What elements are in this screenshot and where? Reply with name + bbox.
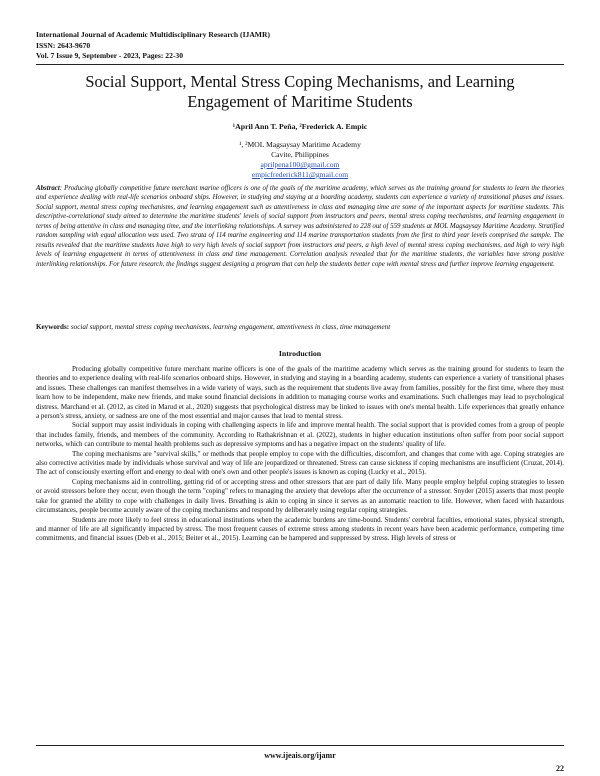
paper-title: [36, 72, 564, 112]
section-heading: Introduction: [278, 349, 322, 358]
journal-issn: ISSN: 2643-9670: [36, 40, 91, 50]
journal-name: International Journal of Academic Multidisciplinary Research (IJAMR): [36, 30, 270, 39]
keywords-text: social support, mental stress coping mechanisms, learning engagement, attentiveness in class, time management: [70, 323, 391, 331]
footer-rule: [36, 745, 564, 746]
journal-volume: Vol. 7 Issue 9, September - 2023, Pages: 22-30: [36, 51, 184, 60]
paragraph: Producing globally competitive future merchant marine officers is one of the goals of the maritime academy which serves as the training ground for students to learn the theories and to experience dealing with real-life scenarios onboard ships. However, in studying and staying in a boarding academy, students can experience a variety of transitional phases and issues. These challenges can manifest themselves in a wide variety of ways, such as the requirement that students live away from families, possibly for the first time, where they must learn how to be independent, make new friends, and make sound financial decisions in addition to managing course works and examinations. Such challenges may lead to psychological distress. Marchand et al. (2012, as cited in Marud et al., 2020) suggests that psychological distress may be linked to issues with one's mental health. Life experiences that greatly enhance a person's stress, anxiety, or sadness are one of the most essential and major causes that lead to mental stress.: [36, 365, 564, 421]
body-text: [36, 365, 564, 544]
header-rule: [36, 64, 564, 65]
abstract-text: : Producing globally competitive future merchant marine officers is one of the goals of the maritime academy, which serves as the training ground for students to learn the theories and experience dealing with real-life scenarios onboard ships. However, in studying and staying at a boarding academy, students can experience a variety of transitional phases and issues. Social support, mental stress coping mechanisms, and learning engagement such as attentiveness in class and managing time are some of the important aspects for maritime students. This descriptive-correlational study aimed to determine the maritime students' levels of social support from instructors and peers, mental stress coping mechanisms, and learning engagement in terms of being attentive in class and managing time, and the interlinking relationships. A survey was administered to 228 out of 559 students at MOL Magsaysay Maritime Academy. Stratified random sampling with equal allocation was used. Two strata of 114 marine engineering and 114 marine transportation students from the first to third year levels comprised the sample. The results revealed that the maritime students have high to very high levels of social support from instructors and peers, a high level of mental stress coping mechanisms, and high to very high levels of learning engagement in terms of attentiveness in class and time management. Correlation analysis revealed that for the maritime students, the variables have strong positive interlinking relationships. For future research, the findings suggest designing a program that can help the students better cope with mental stress and further improve learning engagement.: [36, 185, 564, 268]
footer-url[interactable]: www.ijeais.org/ijamr: [264, 751, 336, 760]
paragraph: The coping mechanisms are "survival skills," or methods that people employ to cope with the difficulties, discomfort, and changes that come with age. Coping strategies are also corrective activities made by individuals whose survival and way of life are jeopardized or threatened. Stress can cause sickness if coping mechanisms are insufficient (Cruzat, 2014). The act of consciously exerting effort and energy to deal with one's own and other people's issues is known as coping (Lucky et al., 2015).: [36, 449, 564, 477]
abstract: [36, 184, 564, 269]
title-line-2: Engagement of Maritime Students: [187, 92, 413, 111]
email-link-1[interactable]: aprilpena100@gmail.com: [260, 160, 340, 169]
journal-header: [36, 30, 270, 62]
title-line-1: Social Support, Mental Stress Coping Mechanisms, and Learning: [85, 72, 515, 91]
page-number: 22: [556, 764, 564, 773]
keywords: [36, 323, 564, 331]
paragraph: Students are more likely to feel stress in educational institutions when the academic burdens are time-bound. Students' cerebral faculties, emotional states, physical strength, and manner of life are all significantly impacted by stress. The most frequent causes of extreme stress among students in recent years have been academic performance, competing time commitments, and financial issues (Deb et al., 2015; Beiter et al., 2015). Learning can be hampered and suppressed by stress. High levels of stress or: [36, 515, 564, 543]
authors: ¹April Ann T. Peña, ²Frederick A. Empic: [232, 122, 368, 131]
affiliation: [36, 140, 564, 180]
institution: ¹, ²MOL Magsaysay Maritime Academy: [239, 140, 361, 149]
location: Cavite, Philippines: [271, 150, 329, 159]
paragraph: Coping mechanisms aid in controlling, getting rid of or accepting stress and other stressors that are part of daily life. Many people employ helpful coping strategies to lessen or avoid stressors before they occur, even though the term "coping" refers to managing the anxiety that develops after the occurrence of a stressor. Snyder (2015) asserts that most people take for granted the ability to cope with challenges in daily lives. Breathing is akin to coping in since it serves as an automatic reaction to life. However, when faced with hazardous circumstances, people become acutely aware of the coping mechanisms and respond by deliberately using regular coping strategies.: [36, 477, 564, 515]
email-link-2[interactable]: empicfrederick811@gmail.com: [251, 170, 349, 179]
abstract-label: Abstract: [36, 185, 60, 192]
keywords-label: Keywords:: [36, 323, 70, 331]
paragraph: Social support may assist individuals in coping with challenging aspects in life and improve mental health. The social support that is provided comes from a group of people that includes family, friends, and members of the community. According to Rathakrishnan et al. (2022), students in higher education institutions often suffer from poor social support networks, which can contribute to mental health problems such as depressive symptoms and has a negative impact on the students' quality of life.: [36, 421, 564, 449]
